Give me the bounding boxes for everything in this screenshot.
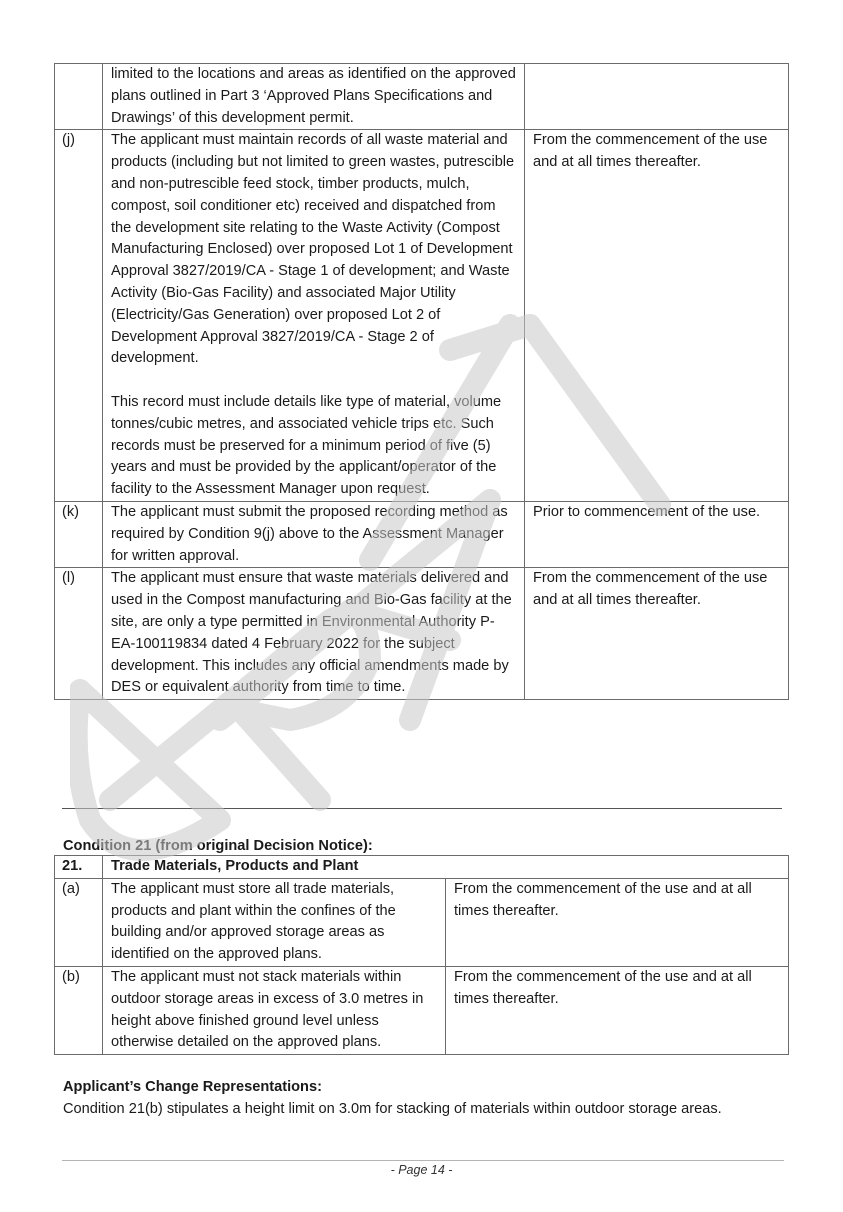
row-timing: From the commencement of the use and at all times thereafter. xyxy=(525,568,789,700)
row-paragraph: The applicant must maintain records of all waste material and products (including but not limited to green wastes, putrescible and non-putrescible feed stock, timber products, mulch, compost, soil conditioner etc) received and dispatched from the development site relating to the Waste Activity (Compost Manufacturing Enclosed) over proposed Lot 1 of Development Approval 3827/2019/CA - Stage 1 of development; and Waste Activity (Bio-Gas Facility) and associated Major Utility (Electricity/Gas Generation) over proposed Lot 2 of Development Approval 3827/2019/CA - Stage 2 of development. xyxy=(111,132,515,367)
row-timing: Prior to commencement of the use. xyxy=(525,501,789,567)
row-paragraph: limited to the locations and areas as identified on the approved plans outlined in Part 3 ‘Approved Plans Specifications and Drawings’ of this development permit. xyxy=(111,66,516,126)
table-row xyxy=(55,64,789,130)
page-number: - Page 14 - xyxy=(390,1163,453,1177)
row-text xyxy=(103,64,525,130)
row-label xyxy=(55,64,103,130)
table-row xyxy=(55,878,789,966)
table-row xyxy=(55,130,789,502)
row-timing: From the commencement of the use and at all times thereafter. xyxy=(446,966,789,1054)
conditions-table-continued xyxy=(54,63,789,700)
row-timing xyxy=(525,64,789,130)
footer-divider xyxy=(62,1160,784,1161)
table-header-row xyxy=(55,856,789,879)
row-text xyxy=(103,130,525,502)
row-label: (l) xyxy=(55,568,103,700)
condition-21-table xyxy=(54,855,789,1055)
row-label: (k) xyxy=(55,501,103,567)
condition-title: Trade Materials, Products and Plant xyxy=(103,856,789,879)
representations-heading: Applicant’s Change Representations: xyxy=(63,1079,322,1095)
row-timing: From the commencement of the use and at all times thereafter. xyxy=(446,878,789,966)
row-timing: From the commencement of the use and at all times thereafter. xyxy=(525,130,789,502)
row-text xyxy=(103,501,525,567)
row-label: (b) xyxy=(55,966,103,1054)
row-paragraph: This record must include details like type of material, volume tonnes/cubic metres, and associated vehicle trips etc. Such records must be preserved for a minimum period of five (5) years and must be provided by the applicant/operator of the facility to the Assessment Manager upon request. xyxy=(111,393,502,498)
condition-21-heading: Condition 21 (from original Decision Notice): xyxy=(63,838,373,854)
representations-text: Condition 21(b) stipulates a height limit on 3.0m for stacking of materials within outdoor storage areas. xyxy=(63,1101,722,1117)
row-text: The applicant must not stack materials within outdoor storage areas in excess of 3.0 metres in height above finished ground level unless otherwise detailed on the approved plans. xyxy=(103,966,446,1054)
section-divider xyxy=(62,808,782,809)
condition-number: 21. xyxy=(55,856,103,879)
table-row xyxy=(55,568,789,700)
row-text xyxy=(103,568,525,700)
row-paragraph: The applicant must ensure that waste materials delivered and used in the Compost manufacturing and Bio-Gas facility at the site, are only a type permitted in Environmental Authority P-EA-100119834 dated 4 February 2022 for the subject development. This includes any official amendments made by DES or equivalent authority from time to time. xyxy=(111,570,512,696)
row-label: (a) xyxy=(55,878,103,966)
row-text: The applicant must store all trade materials, products and plant within the confines of the building and/or approved storage areas as identified on the approved plans. xyxy=(103,878,446,966)
table-row xyxy=(55,501,789,567)
row-paragraph: The applicant must submit the proposed recording method as required by Condition 9(j) above to the Assessment Manager for written approval. xyxy=(111,503,508,564)
paragraph-spacer xyxy=(111,370,517,392)
row-label: (j) xyxy=(55,130,103,502)
table-row xyxy=(55,966,789,1054)
